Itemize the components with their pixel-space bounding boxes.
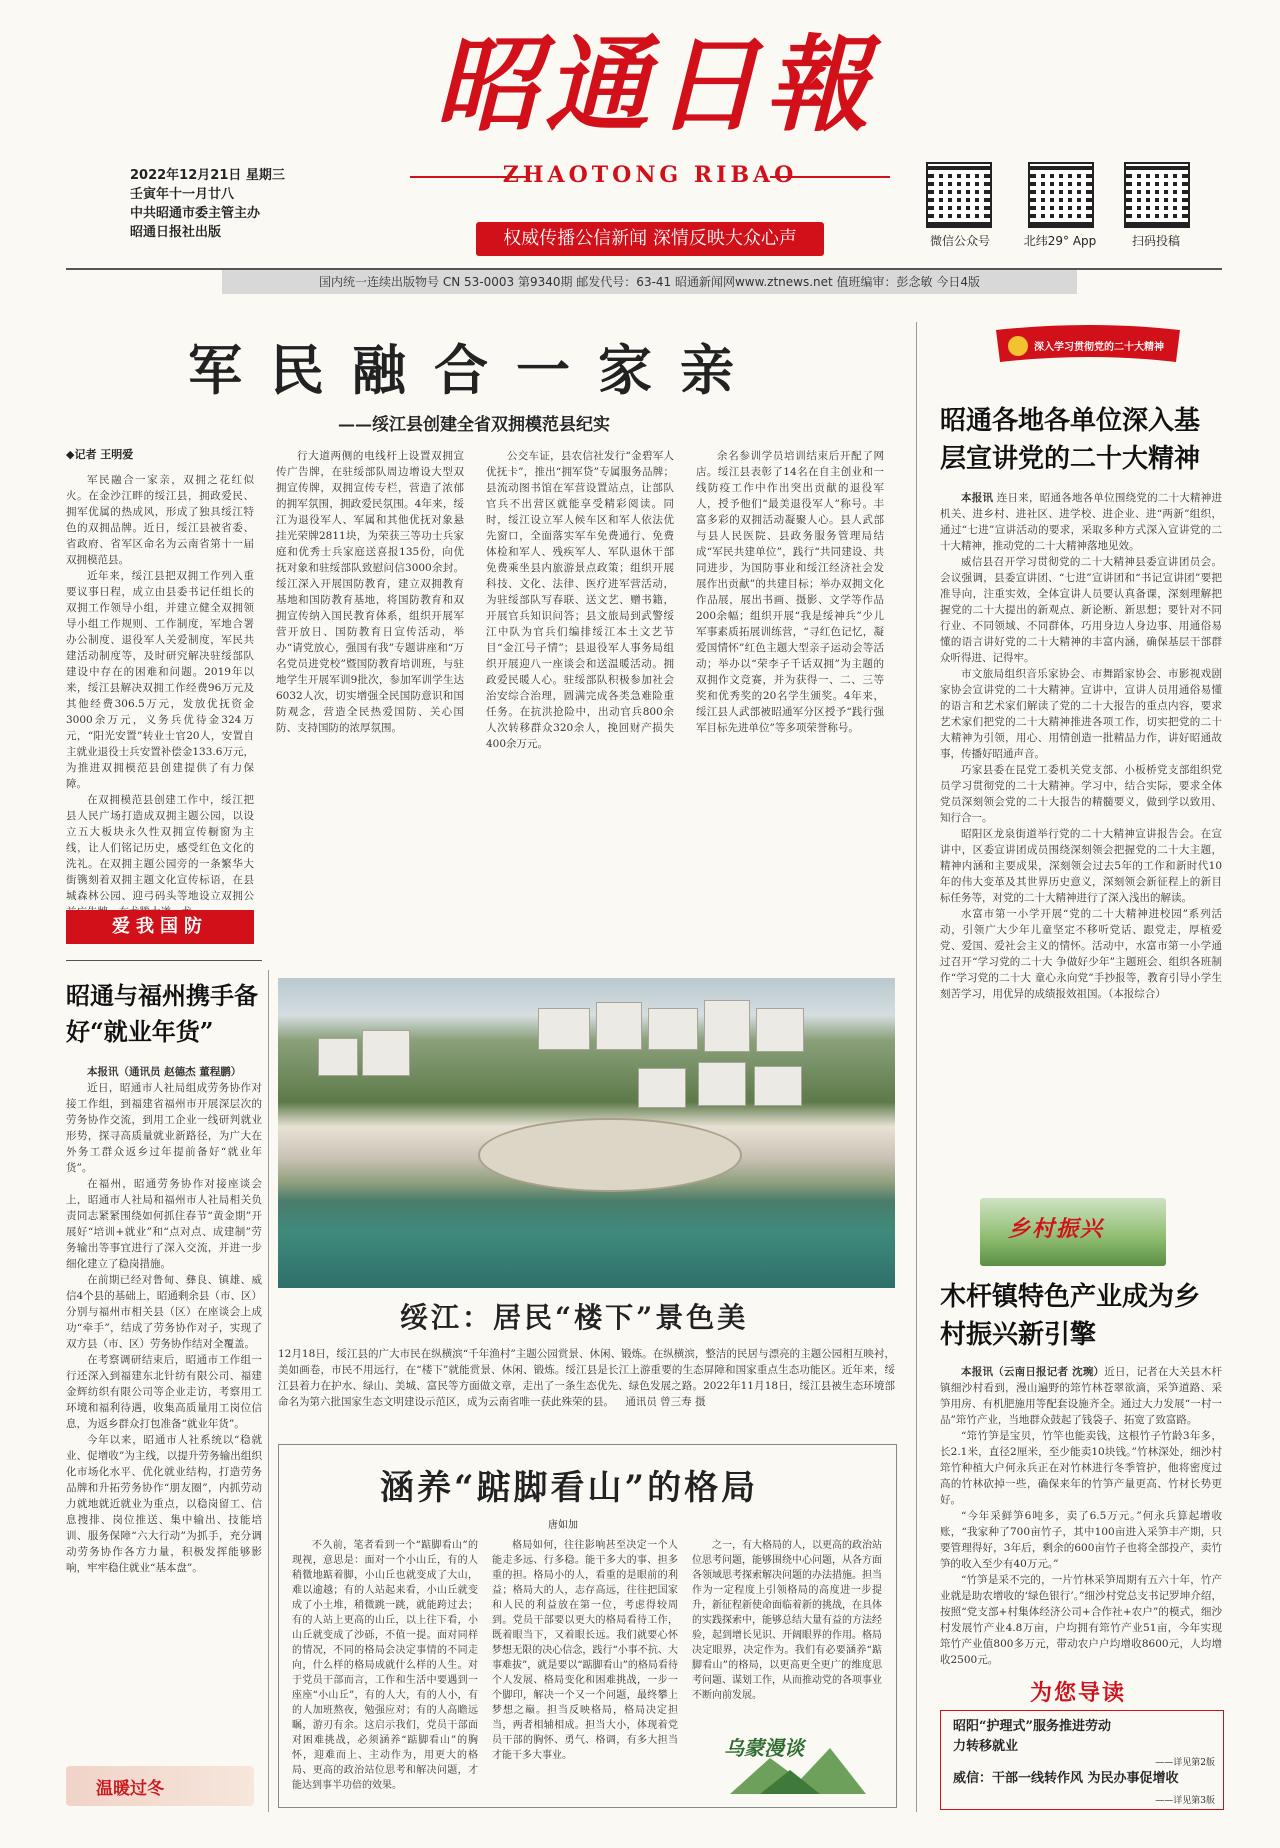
rural-badge: 乡村振兴 <box>1008 1216 1105 1242</box>
guide-item-1[interactable]: 昭阳“护理式”服务推进劳动力转移就业 <box>953 1719 1111 1754</box>
masthead-logo: 昭通日報 <box>434 23 875 146</box>
photo-caption-text: 12月18日，绥江县的广大市民在纵横滨“千年渔村”主题公园赏景、休闲、锻炼。在纵横滨，整洁的民居与漂亮的主题公园相互映衬，美如画卷，市民不用远行，在“楼下”就能赏景、休闲、锻炼。绥江县是长江上游重要的生态屏障和国家重点生态功能区。近年来，绥江县着力在护水、绿山、美城、富民等方面做文章，走出了一条生态优先、绿色发展之路。2022年11月18日，绥江县被生态环境部命名为第六批国家生态文明建设示范区，成为云南省唯一获此殊荣的县。 <box>278 1348 895 1408</box>
rural-body <box>940 1364 1222 1664</box>
commentary-paragraph: 不久前，笔者看到一个“踮脚看山”的现视，意思是：面对一个小山丘，有的人稍微地踮着脚，小山丘也就变成了大山，难以逾越；有的人站起来看，小山丘就变成了小土堆，稍微跳一跳，就能跨过去；有的人站上更高的山丘，以上往下看，小山丘就变成了沙砾，不值一提。面对同样的情况，不同的格局会决定事情的不同走向，什么样的格局成就什么样的人生。对于党员干部而言，工作和生活中要遇到一座座“小山丘”，有的人大，有的人小，有的人加班熬夜，勉强应对；有的人高瞻远瞩，游刃有余。这启示我们，党员干部面对困难挑战，必须涵养“踮脚看山”的胸怀，迎难而上、主动作为，用更大的格局、更高的政治站位思考和解决问题，才能达到事半功倍的效果。 <box>292 1540 478 1791</box>
building <box>704 1000 750 1052</box>
commentary-paragraph: 格局如何，往往影响甚至决定一个人能走多远、行多稳。能干多大的事、担多重的担。格局小的人，看重的是眼前的利益；格局大的人，志存高远，往往把国家和人民的利益放在第一位，考虑得较周到。党员干部要以更大的格局看待工作，既着眼当下，又着眼长远。我们就要心怀梦想无限的决心信念，践行“小事不抗、大事难拔”，就是要以“踮脚看山”的格局看待个人发展、格局变化和困难挑战，一步一个脚印，解决一个又一个问题，最终攀上梦想之巅。担当反映格局，格局决定担当，两者相辅相成。担当大小，体现着党员干部的胸怀、勇气、格调，有多大担当才能干多大事业。 <box>492 1540 678 1761</box>
suijiang-photo <box>278 978 895 1288</box>
rural-lead <box>940 1364 1222 1428</box>
fuzhou-paragraph: 近日，昭通市人社局组成劳务协作对接工作组，到福建省福州市开展深层次的劳务协作交流，到用工企业一线研判就业形势，探寻高质量就业新路径，为广大在外务工群众返乡过年提前备好“就业年货”。 <box>66 1082 262 1174</box>
building <box>698 1062 746 1106</box>
rural-paragraph: “竹笋是采不完的，一片竹林采笋周期有五六十年，竹产业就是助农增收的‘绿色银行’。”细沙村党总支书记罗坤介绍，按照“党支部+村集体经济公司+合作社+农户”的模式，细沙村发展竹产业4.8万亩，户均拥有筇竹产业51亩，今年实现筇竹产业值800多万元，带动农户户均增收8600元，人均增收2500元。 <box>940 1574 1222 1666</box>
rural-banner <box>980 1198 1166 1266</box>
wumeng-logo <box>720 1728 870 1798</box>
right-top-paragraph: 连日来，昭通各地各单位围绕党的二十大精神进机关、进乡村、进社区、进学校、进企业、进“两新”组织，通过“七进”宣讲活动的要求，采取多种方式深入宣讲党的二十大精神，推动党的二十大精神落地见效。 <box>940 492 1223 552</box>
masthead-pinyin: ZHAOTONG RIBAO <box>502 162 798 188</box>
rural-paragraph: “今年采鲜笋6吨多，卖了6.5万元。”何永兵算起增收账，“我家种了700亩竹子，其中100亩进入采笋丰产期，只要管理得好，3年后，剩余的600亩竹子也将全部投产，卖竹笋的收入至少有40万元。” <box>940 1510 1222 1570</box>
right-top-lead <box>940 490 1222 554</box>
guide-title: 为您导读 <box>1030 1680 1127 1706</box>
commentary-col-3 <box>692 1538 882 1718</box>
wennuan-banner <box>66 1766 254 1806</box>
commentary-title: 涵养“踮脚看山”的格局 <box>380 1468 759 1508</box>
right-top-paragraph: 昭阳区龙泉街道举行党的二十大精神宣讲报告会。在宣讲中，区委宣讲团成员围绕深刻领会把握党的二十大主题，精神内涵和主要成果，深刻领会过去5年的工作和新时代10年的伟大变革及其世界历史意义，深刻领会新征程上的新目标任务等，对党的二十大精神进行了深入浅出的解读。 <box>940 828 1222 904</box>
fuzhou-byline: 本报讯（通讯员 赵德杰 董程鹏） <box>87 1066 242 1078</box>
building <box>596 1002 642 1050</box>
park-plaza <box>478 1118 742 1192</box>
lead-paragraph: 近年来，绥江县把双拥工作列入重要议事日程，成立由县委书记任组长的双拥工作领导小组，并建立健全双拥领导小组工作规则、工作制度，军地合署办公制度、退役军人关爱制度，军民共建活动制度等，及时研究解决驻绥部队建设中存在的困难和问题。2019年以来，绥江县解决双拥工作经费96万元及其他经费306.5万元，发放优抚资金3000余万元，义务兵优待金324万元，“阳光安置”转业士官20人，安置自主就业退役士兵安置补偿金133.6万元，为推进双拥模范县创建提供了有力保障。 <box>66 570 254 790</box>
guide-item-1-ref: ——详见第2版 <box>1155 1758 1215 1768</box>
fuzhou-paragraph: 在考察调研结束后，昭通市工作组一行还深入到福建东北针纺有限公司、福建金辉纺织有限公司等企业走访，考察用工环境和福利待遇，收集高质量用工岗位信息，为返乡群众打包准备“就业年货”。 <box>66 1354 262 1430</box>
issue-meta <box>130 166 285 242</box>
rural-paragraph: 近日，记者在大关县木杆镇细沙村看到，漫山遍野的筇竹林苍翠欲滴，采笋道路、采笋用房、有机肥施用等配套设施齐全。通过大力发展“一村一品”筇竹产业，当地群众鼓起了钱袋子、拓宽了致富路。 <box>940 1366 1223 1426</box>
qr-code-wechat-icon[interactable] <box>926 162 992 228</box>
column-divider <box>268 970 269 1812</box>
right-top-title: 昭通各地各单位深入基层宣讲党的二十大精神 <box>940 406 1201 474</box>
right-top-paragraph: 水富市第一小学开展“党的二十大精神进校园”系列活动，引领广大少年儿童坚定不移听党话、跟党走，厚植爱党、爱国、爱社会主义的情怀。活动中，水富市第一小学通过召开“学习党的二十大 争做好少年”主题班会、组织各班制作“学习党的二十大 童心永向党”手抄报等，教育引导小学生刻苦学习，用优异的成绩报效祖国。（本报综合） <box>940 908 1222 1000</box>
wumeng-logo-text: 乌蒙漫谈 <box>724 1736 804 1760</box>
rural-title: 木杆镇特色产业成为乡村振兴新引擎 <box>940 1282 1201 1350</box>
guide-item-2[interactable]: 威信：干部一线转作风 为民办事促增收 <box>953 1771 1179 1786</box>
fuzhou-paragraph: 今年以来，昭通市人社系统以“稳就业、促增收”为主线，以提升劳务输出组织化市场化水平、优化就业结构，打造劳务品牌和升拓劳务协作“朋友圈”，内抓劳动力就地就近就业为重点，以稳岗留工、信息搜排、岗位推送、集中输出、技能培训、服务保障“六大行动”为抓手，充分调动劳务协作各方力量，积极发挥能够影响，牢牢稳住就业“基本盘”。 <box>66 1434 262 1574</box>
publication-info-bar: 国内统一连续出版物号 CN 53-0003 第9340期 邮发代号：63-41 昭通新闻网www.ztnews.net 值班编审：彭念敏 今日4版 <box>222 270 1077 294</box>
lead-column-4 <box>696 448 884 954</box>
qr-code-app-icon[interactable] <box>1028 162 1094 228</box>
wennuan-tag: 温暖过冬 <box>96 1779 164 1799</box>
qr-code-submit-icon[interactable] <box>1124 162 1190 228</box>
qr-label-wechat: 微信公众号 <box>929 234 990 248</box>
masthead-slogan: 权威传播公信新闻 深情反映大众心声 <box>476 222 824 256</box>
party-badge <box>990 322 1186 368</box>
party-badge-label: 深入学习贯彻党的二十大精神 <box>1034 342 1164 353</box>
building <box>538 1008 590 1050</box>
lead-subheadline: ——绥江县创建全省双拥模范县纪实 <box>338 415 610 435</box>
photo-caption <box>278 1346 895 1410</box>
right-top-body <box>940 490 1222 1164</box>
qr-label-app: 北纬29° App <box>1023 234 1097 248</box>
issue-lunar: 壬寅年十一月廿八 <box>130 187 235 202</box>
lead-paragraph: 公交车证，县农信社发行“金碧军人优抚卡”，推出“拥军贷”专属服务品牌；县流动图书馆在军营设置站点，让部队官兵不出营区就能享受精彩阅读。同时，绥江设立军人候车区和军人依法优先窗口，全面落实军车免费通行、免费体检和军人、残疾军人、军队退休干部免费乘坐县内旅游景点政策；组织开展科技、文化、法律、医疗进军营活动，为驻绥部队写春联、送文艺、赠书籍，开展官兵知识问答；县文旅局到武警绥江中队为官兵们编排绥江本土文艺节目“金江号子情”；县退役军人事务局组织开展迎八一座谈会和送温暖活动。拥政爱民暖人心。驻绥部队积极参加社会治安综合治理，圆满完成各类急难险重任务。在抗洪抢险中，出动官兵800余人次转移群众320余人，挽回财产损失400余万元。 <box>486 450 674 750</box>
building <box>638 1068 686 1108</box>
building <box>756 1008 804 1052</box>
lead-headline: 军民融合一家亲 <box>188 338 762 402</box>
commentary-col-1 <box>292 1538 478 1798</box>
aiguo-tag: 爱我国防 <box>66 910 254 944</box>
issue-sponsor: 中共昭通市委主管主办 <box>130 206 261 221</box>
lead-column-2 <box>276 448 464 954</box>
column-divider <box>916 322 917 1812</box>
fuzhou-body <box>66 1064 262 1734</box>
commentary-col-2 <box>492 1538 678 1798</box>
right-top-byline: 本报讯 <box>961 492 994 504</box>
building <box>648 1008 698 1050</box>
building <box>754 1066 802 1106</box>
lead-byline: ◆记者 王明爱 <box>66 448 134 461</box>
lead-column-1 <box>66 472 254 902</box>
fuzhou-paragraph: 在福州，昭通劳务协作对接座谈会上，昭通市人社局和福州市人社局相关负责同志紧紧围绕如何抓住春节“黄金期”开展好“培训+就业”和“点对点、成建制”劳务输出等事宜进行了深入交流，并进一步细化建立了稳岗措施。 <box>66 1178 262 1270</box>
issue-date: 2022年12月21日 星期三 <box>130 168 285 183</box>
qr-label-submit: 扫码投稿 <box>1131 234 1180 248</box>
guide-item-2-ref: ——详见第3版 <box>1155 1796 1215 1806</box>
fuzhou-paragraph: 在前期已经对鲁甸、彝良、镇雄、威信4个县的基础上，昭通剩余县（市、区）分别与福州市相关县（区）在座谈会上成功“牵手”，结成了劳务协作对子，实现了双方县（市、区）劳务协作结对全覆盖。 <box>66 1274 262 1350</box>
fuzhou-title: 昭通与福州携手备好“就业年货” <box>66 981 258 1046</box>
right-top-paragraph: 巧家县委在昆党工委机关党支部、小板桥党支部组织党员学习贯彻党的二十大精神。学习中，结合实际，要求全体党员深刻领会党的二十大报告的精髓要义，做到学以致用、知行合一。 <box>940 764 1222 824</box>
lead-column-3 <box>486 448 674 954</box>
building <box>318 1038 358 1076</box>
rural-byline: 本报讯（云南日报记者 沈琬） <box>961 1366 1105 1378</box>
rural-paragraph: “筇竹笋是宝贝，竹竿也能卖钱，这根竹子竹龄3年多，长2.1米，直径2厘米，至少能卖10块钱。”竹林深处，细沙村筇竹种植大户何永兵正在对竹林进行冬季管护，他将密度过高的竹林砍掉一些，确保来年的竹笋产量更高、竹材长势更好。 <box>940 1430 1222 1506</box>
lead-paragraph: 行大道两侧的电线杆上设置双拥宣传广告牌，在驻绥部队周边增设大型双拥宣传牌，双拥宣传专栏，营造了浓郁的拥军氛围，拥政爱民氛围。4年来，绥江为退役军人、军属和其他优抚对象悬挂光荣牌2811块，为荣获三等功士兵家庭和优秀士兵家庭送喜报135份，向优抚对象和驻绥部队致慰问信3000余封。绥江深入开展国防教育，建立双拥教育基地和国防教育基地，将国防教育和双拥宣传纳入国民教育体系，组织开展军营开放日、国防教育日宣传活动，举办“请党放心，强国有我”专题讲座和“万名党员进党校”暨国防教育培训班，与驻地学生开展军训9批次，参加军训学生达6032人次，切实增强全民国防意识和国防观念，营造全民热爱国防、关心国防、支持国防的浓厚氛围。 <box>276 450 464 734</box>
lead-paragraph: 军民融合一家亲，双拥之花红似火。在金沙江畔的绥江县，拥政爱民、拥军优属的热成风，形成了独具绥江特色的双拥品牌。近日，绥江县被省委、省政府、省军区命名为云南省第十一届双拥模范县。 <box>66 474 254 566</box>
lead-paragraph: 余名参训学员培训结束后开配了网店。绥江县表彰了14名在自主创业和一线防疫工作中作出突出贡献的退役军人，授予他们“最美退役军人”称号。丰富多彩的双拥活动凝聚人心。县人武部与县人民医院、县政务服务管理局结成“军民共建单位”，践行“共同建设、共同进步，为国防事业和绥江经济社会发展作出贡献”的共建目标；举办双拥文化作品展，展出书画、摄影、文学等作品200余幅；组织开展“我是绥神兵”少儿军事素质拓展训练营，“寻红色记忆，凝爱国情怀”红色主题大型亲子运动会等活动；举办以“荣李子千话双拥”为主题的双拥作文竞赛，并为获得一、二、三等奖和优秀奖的20名学生颁奖。4年来，绥江县人武部被昭通军分区授予“践行强军目标先进单位”等多项荣誉称号。 <box>696 450 884 734</box>
right-top-paragraph: 威信县召开学习贯彻党的二十大精神县委宣讲团员会。会议强调，县委宣讲团、“七进”宣讲团和“书记宣讲团”要把准导向，注重实效，全体宣讲人员要认真备课，深刻理解把握党的二十大提出的新观点、新论断、新思想；要针对不同行业、不同领域、不同群体，巧用身边人身边事、用通俗易懂的语言讲好党的二十大精神的丰富内涵，确保基层干部群众听得进、记得牢。 <box>940 556 1222 664</box>
guide-box <box>940 1710 1224 1810</box>
right-top-paragraph: 市文旅局组织音乐家协会、市舞蹈家协会、市影视戏剧家协会宣讲党的二十大精神。宣讲中，宣讲人员用通俗易懂的语言和艺术家们解读了党的二十大报告的重点内容，要求艺术家们把党的二十大精神推进各项工作，切实把党的二十大精神为引领，用心、用情创造一批精品力作，讲好昭通故事，传播好昭通声音。 <box>940 668 1222 760</box>
lead-paragraph: 在双拥模范县创建工作中，绥江把县人民广场打造成双拥主题公园，以设立五大板块永久性双拥宣传橱窗为主线，让人们铭记历史，感受红色文化的洗礼。在双拥主题公园旁的一条繁华大街镌刻着双拥主题文化宣传标语，在县城森林公园、迎弓码头等地设立双拥公 <box>66 794 254 902</box>
building <box>362 1030 410 1076</box>
section-rule <box>66 960 262 961</box>
commentary-author: 唐如加 <box>548 1520 578 1531</box>
issue-publisher: 昭通日报社出版 <box>130 225 222 240</box>
commentary-paragraph: 之一，有大格局的人，以更高的政治站位思考问题，能够围绕中心问题，从各方面各领域思考探索解决问题的办法措施。担当作为一定程度上引领格局的高度进一步提升，新征程新使命面临着新的挑战，在具体的实践探索中，能够总结大量有益的方法经验，起到增长见识、开阔眼界的作用。格局决定眼界，决定作为。我们有必要涵养“踮脚看山”的格局，以更高更全更广的维度思考问题、谋划工作，从而推动党的各项事业不断向前发展。 <box>692 1540 882 1701</box>
photo-title: 绥江：居民“楼下”景色美 <box>400 1301 749 1334</box>
photo-credit: 通讯员 曾三寿 摄 <box>625 1396 706 1408</box>
